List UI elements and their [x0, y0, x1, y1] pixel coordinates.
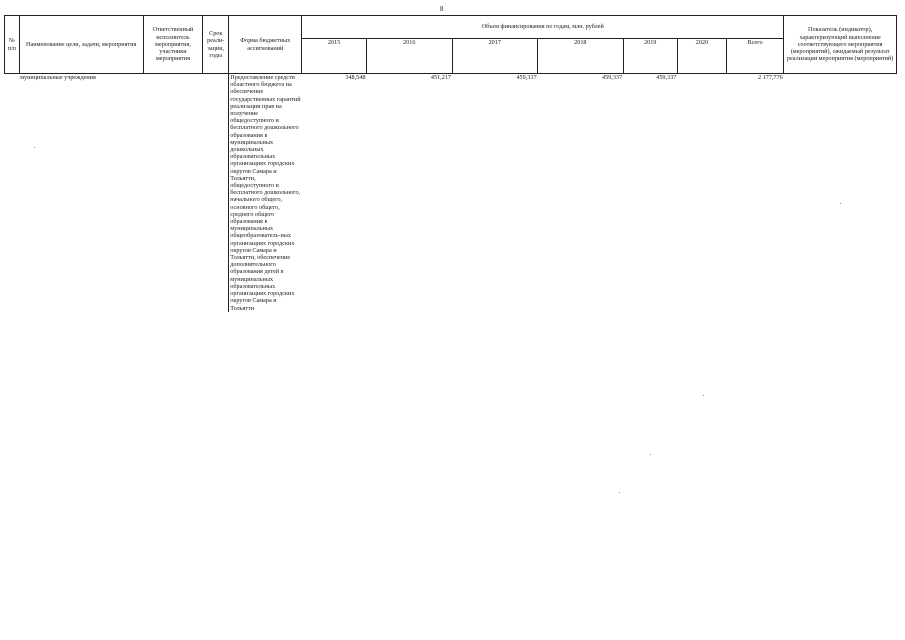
- header-fill: [623, 47, 677, 74]
- header-year-2017: 2017: [452, 39, 538, 48]
- scan-speck: [650, 454, 651, 455]
- scan-speck: [703, 395, 704, 396]
- header-fill: [366, 47, 452, 74]
- header-year-2016: 2016: [366, 39, 452, 48]
- cell-value-total: 2 177,776: [758, 74, 783, 81]
- header-volume: Объем финансирования по годам, млн. рублей: [302, 16, 784, 39]
- header-indicator: Показатель (индикатор), характеризующий выполнение соответствующего мероприятия (мероприятий), ожидаемый результат реализации мероприятия (мероприятий): [784, 16, 897, 74]
- header-fill: [302, 47, 367, 74]
- cell-value-2016: 451,217: [430, 74, 451, 81]
- header-num: № п/п: [5, 16, 20, 74]
- cell-indicator: [784, 74, 897, 312]
- cell-name: муниципальные учреждения: [20, 74, 96, 81]
- header-fill: [677, 47, 726, 74]
- header-term: Срок реали-зации, годы: [203, 16, 229, 74]
- header-form: Форма бюджетных ассигнований: [229, 16, 302, 74]
- header-year-2019: 2019: [623, 39, 677, 48]
- financing-table: [4, 15, 897, 312]
- cell-executor: [143, 74, 202, 312]
- cell-form: Предоставление средств областного бюджета на обеспечение государственных гарантий реализации прав на получение общедоступного и бесплатного дошкольного образования в муниципальных дошкольных образовательных организациях городских округов Самара и Тольятти, общедоступного и бесплатного дошкольного, начального общего, основного общего, среднего общего образования в муниципальных общеобразователь-ных организациях городских округов Самара и Тольятти, обеспечение дополнительного образования детей в муниципальных образовательных организациях городских округов Самара и Тольятти: [230, 74, 301, 312]
- header-year-2020: 2020: [677, 39, 726, 48]
- header-fill: [726, 47, 783, 74]
- cell-value-2017: 459,337: [516, 74, 537, 81]
- header-name: Наименование цели, задачи, мероприятия: [19, 16, 143, 74]
- scan-speck: [619, 492, 620, 493]
- header-fill: [538, 47, 624, 74]
- header-executor: Ответственный исполнитель мероприятия, участники мероприятия: [143, 16, 202, 74]
- header-fill: [452, 47, 538, 74]
- cell-term: [203, 74, 229, 312]
- header-year-2015: 2015: [302, 39, 367, 48]
- table-row: [5, 74, 897, 312]
- cell-value-2015: 348,548: [345, 74, 366, 81]
- scan-speck: [34, 147, 35, 148]
- header-year-total: Всего: [726, 39, 783, 48]
- cell-value-2018: 459,337: [601, 74, 623, 81]
- page-number: 8: [440, 5, 444, 13]
- cell-num: [5, 74, 20, 312]
- cell-value-2020: [677, 74, 726, 312]
- header-year-2018: 2018: [538, 39, 624, 48]
- cell-value-2019: 459,337: [656, 74, 677, 81]
- scan-speck: [840, 203, 841, 204]
